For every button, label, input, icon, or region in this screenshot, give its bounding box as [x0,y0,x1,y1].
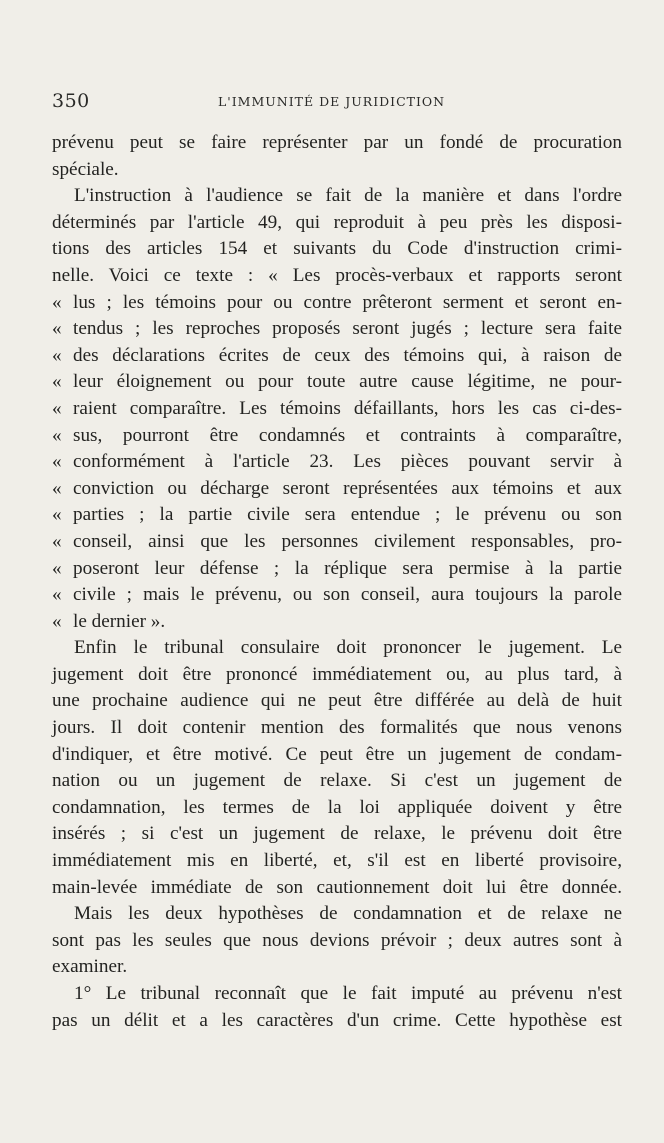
line-text: sont pas les seules que nous devions prévoir ; deux autres sont à [52,929,622,951]
line-text: immédiatement mis en liberté, et, s'il est en liberté provisoire, [52,850,622,872]
line-text: conseil, ainsi que les personnes civilement responsables, pro- [73,530,622,552]
line-text: nation ou un jugement de relaxe. Si c'est un jugement de [52,770,622,792]
quote-mark: « [52,584,62,606]
text-line [52,928,622,955]
line-text: tions des articles 154 et suivants du Code d'instruction crimi- [52,238,622,260]
line-text: jugement doit être prononcé immédiatement ou, au plus tard, à [52,663,622,685]
quote-mark: « [52,318,62,340]
text-line [52,476,622,503]
line-text: main-levée immédiate de son cautionnement doit lui être donnée. [52,876,622,898]
text-line [52,369,622,396]
text-line [52,343,622,370]
quote-mark: « [52,451,62,473]
text-line [52,316,622,343]
page-number: 350 [52,90,90,112]
line-text: L'instruction à l'audience se fait de la manière et dans l'ordre [74,185,622,207]
text-line [52,449,622,476]
text-line [52,875,622,902]
quote-mark: « [52,397,62,419]
quote-mark: « [52,610,62,632]
page-header [52,90,622,114]
text-line [52,715,622,742]
quote-mark: « [52,344,62,366]
line-text: 1° Le tribunal reconnaît que le fait imputé au prévenu n'est [74,983,622,1004]
line-text: Mais les deux hypothèses de condamnation et de relaxe ne [74,903,622,925]
text-line [52,502,622,529]
line-text: lus ; les témoins pour ou contre prêteront serment et seront en- [73,291,622,313]
text-line [52,609,622,636]
line-text: leur éloignement ou pour toute autre cause légitime, ne pour- [73,371,622,393]
text-line [52,183,622,210]
quote-mark: « [52,477,62,499]
line-text: Enfin le tribunal consulaire doit prononcer le jugement. Le [74,637,622,659]
line-text: condamnation, les termes de la loi appliquée doivent y être [52,796,622,818]
line-text: prévenu peut se faire représenter par un fondé de procuration [52,132,622,153]
line-text: conviction ou décharge seront représentées aux témoins et aux [73,477,622,499]
text-line [52,210,622,237]
line-text: pas un délit et a les caractères d'un crime. Cette hypothèse est [52,1009,622,1031]
text-line [52,582,622,609]
line-text: jours. Il doit contenir mention des formalités que nous venons [52,717,622,739]
line-text: déterminés par l'article 49, qui reproduit à peu près les disposi- [52,211,622,233]
line-text: nelle. Voici ce texte : « Les procès-verbaux et rapports seront [52,264,622,286]
text-line [52,901,622,928]
body-text [52,130,622,1034]
text-line [52,795,622,822]
text-line [52,768,622,795]
text-line [52,556,622,583]
text-line [52,848,622,875]
line-text: spéciale. [52,158,119,180]
line-text: civile ; mais le prévenu, ou son conseil, aura toujours la parole [73,584,622,606]
text-line [52,821,622,848]
text-line [52,981,622,1008]
line-text: examiner. [52,956,128,978]
quote-mark: « [52,530,62,552]
text-line [52,423,622,450]
text-line [52,290,622,317]
text-line [52,954,622,981]
text-line [52,742,622,769]
text-line [52,635,622,662]
text-line [52,157,622,184]
running-head: L'IMMUNITÉ DE JURIDICTION [218,94,446,109]
line-text: parties ; la partie civile sera entendue ; le prévenu ou son [73,504,622,526]
line-text: tendus ; les reproches proposés seront jugés ; lecture sera faite [73,318,622,340]
line-text: le dernier ». [73,610,166,632]
text-line [52,236,622,263]
quote-mark: « [52,371,62,393]
text-line [52,263,622,290]
quote-mark: « [52,557,62,579]
text-line [52,688,622,715]
line-text: d'indiquer, et être motivé. Ce peut être un jugement de condam- [52,743,622,765]
line-text: conformément à l'article 23. Les pièces pouvant servir à [73,451,622,473]
text-line [52,529,622,556]
line-text: insérés ; si c'est un jugement de relaxe, le prévenu doit être [52,823,622,845]
line-text: des déclarations écrites de ceux des témoins qui, à raison de [73,344,622,366]
line-text: raient comparaître. Les témoins défaillants, hors les cas ci-des- [73,397,622,419]
quote-mark: « [52,291,62,313]
line-text: sus, pourront être condamnés et contraints à comparaître, [73,424,622,446]
quote-mark: « [52,424,62,446]
text-line [52,130,622,157]
text-line [52,662,622,689]
line-text: poseront leur défense ; la réplique sera permise à la partie [73,557,622,579]
text-line [52,396,622,423]
quote-mark: « [52,504,62,526]
text-line [52,1008,622,1035]
line-text: une prochaine audience qui ne peut être différée au delà de huit [52,690,622,712]
